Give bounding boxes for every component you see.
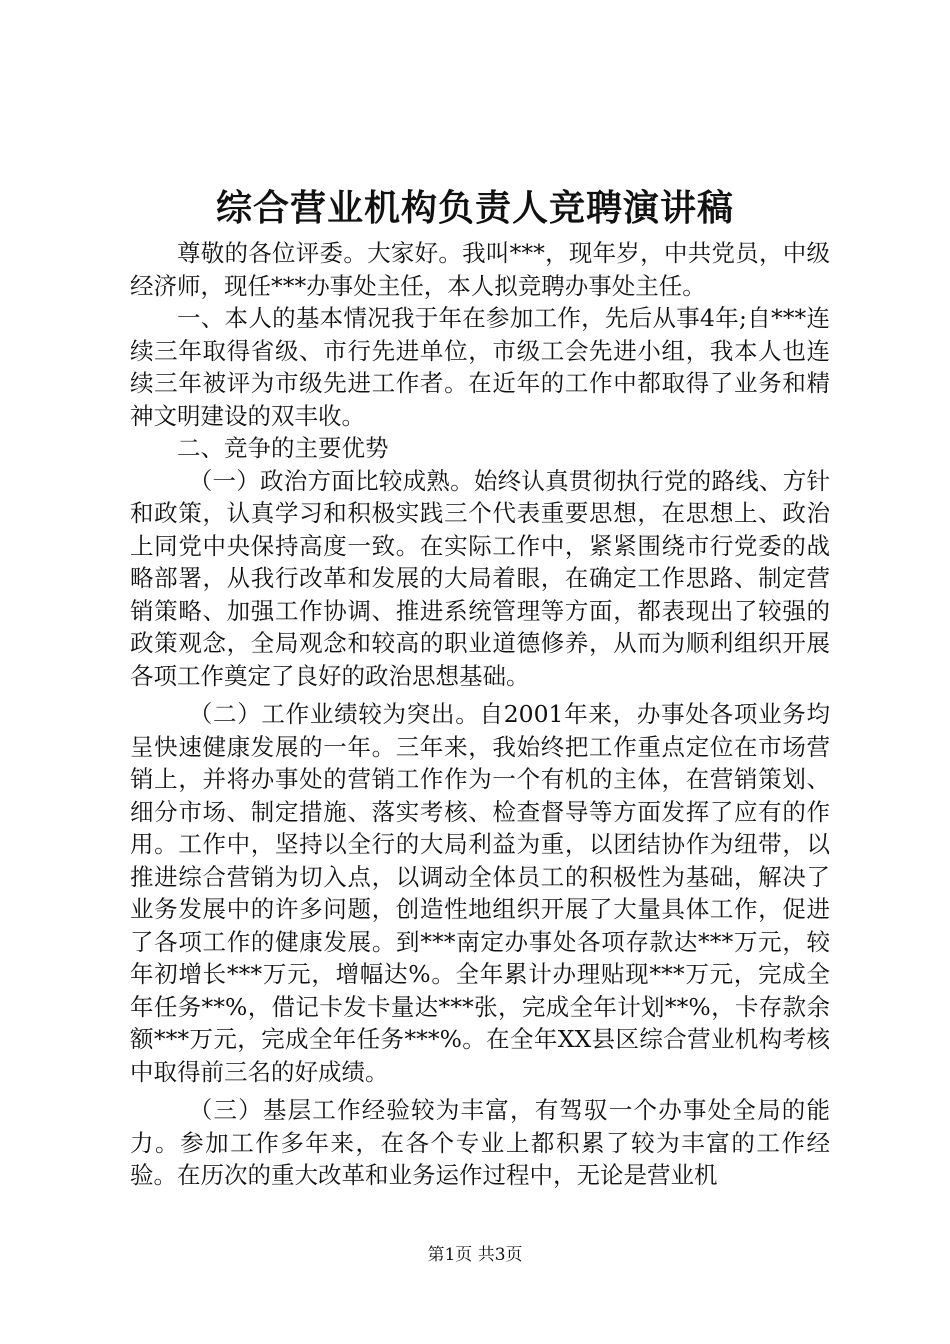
paragraph-greeting: 尊敬的各位评委。大家好。我叫***，现年岁，中共党员，中级经济师，现任***办事处主任，本人拟竞聘办事处主任。 bbox=[130, 239, 830, 300]
page-footer: 第1页 共3页 bbox=[427, 1245, 523, 1265]
paragraph-political: （一）政治方面比较成熟。始终认真贯彻执行党的路线、方针和政策，认真学习和积极实践三个代表重要思想，在思想上、政治上同党中央保持高度一致。在实际工作中，紧紧围绕市行党委的战略部署，从我行改革和发展的大局着眼，在确定工作思路、制定营销策略、加强工作协调、推进系统管理等方面，都表现出了较强的政策观念，全局观念和较高的职业道德修养，从而为顺利组织开展各项工作奠定了良好的政治思想基础。 bbox=[130, 466, 830, 690]
paragraph-experience: （三）基层工作经验较为丰富，有驾驭一个办事处全局的能力。参加工作多年来，在各个专业上都积累了较为丰富的工作经验。在历次的重大改革和业务运作过程中，无论是营业机 bbox=[130, 1096, 830, 1189]
paragraph-basic-info: 一、本人的基本情况我于年在参加工作，先后从事4年;自***连续三年取得省级、市行先进单位，市级工会先进小组，我本人也连续三年被评为市级先进工作者。在近年的工作中都取得了业务和精神文明建设的双丰收。 bbox=[130, 304, 830, 430]
document-title: 综合营业机构负责人竞聘演讲稿 bbox=[215, 187, 734, 229]
document-body bbox=[130, 237, 830, 1192]
paragraph-performance: （二）工作业绩较为突出。自2001年来，办事处各项业务均呈快速健康发展的一年。三年来，我始终把工作重点定位在市场营销上，并将办事处的营销工作作为一个有机的主体，在营销策划、细分市场、制定措施、落实考核、检查督导等方面发挥了应有的作用。工作中，坚持以全行的大局利益为重，以团结协作为纽带，以推进综合营销为切入点，以调动全体员工的积极性为基础，解决了业务发展中的许多问题，创造性地组织开展了大量具体工作，促进了各项工作的健康发展。到***南定办事处各项存款达***万元，较年初增长***万元，增幅达%。全年累计办理贴现***万元，完成全年任务**%，借记卡发卡量达***张，完成全年计划**%，卡存款余额***万元，完成全年任务***%。在全年XX县区综合营业机构考核中取得前三名的好成绩。 bbox=[130, 700, 830, 1086]
paragraph-heading-advantages: 二、竞争的主要优势 bbox=[177, 434, 389, 462]
